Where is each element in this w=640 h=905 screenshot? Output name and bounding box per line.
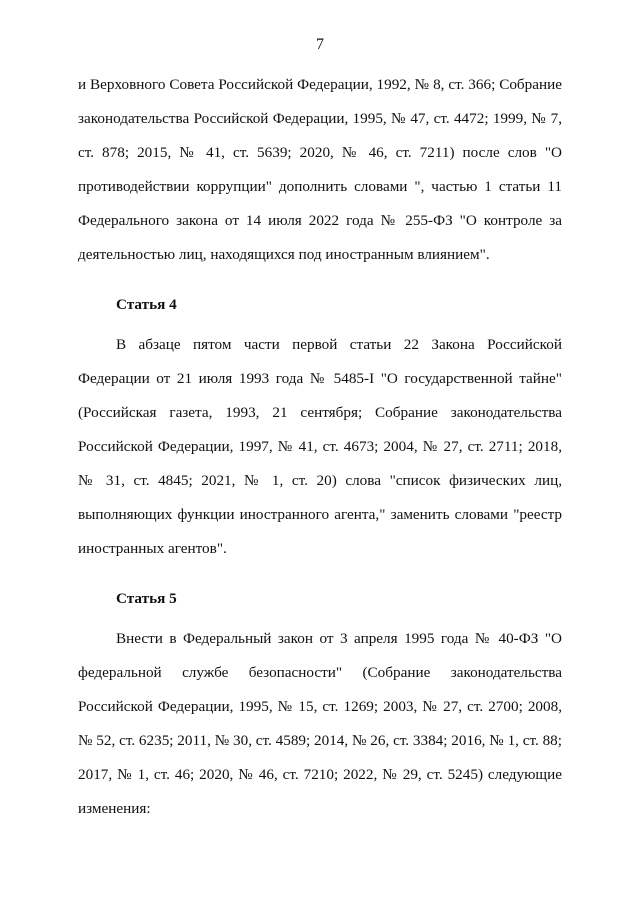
page-number: 7 bbox=[316, 36, 324, 53]
article-5-paragraph: Внести в Федеральный закон от 3 апреля 1995 года № 40-ФЗ "О федеральной службе безопасности" (Собрание законодательства Российской Федерации, 1995, № 15, ст. 1269; 2003, № 27, ст. 2700; 2008, № 52, ст. 6235; 2011, № 30, ст. 4589; 2014, № 26, ст. 3384; 2016, № 1, ст. 88; 2017, № 1, ст. 46; 2020, № 46, ст. 7210; 2022, № 29, ст. 5245) следующие изменения: bbox=[78, 630, 562, 817]
article-5-heading: Статья 5 bbox=[116, 590, 177, 607]
spacer bbox=[78, 566, 562, 582]
document-body bbox=[78, 68, 562, 826]
spacer bbox=[78, 272, 562, 288]
article-4-heading: Статья 4 bbox=[116, 296, 177, 313]
article-4-paragraph: В абзаце пятом части первой статьи 22 Закона Российской Федерации от 21 июля 1993 года № 5485-I "О государственной тайне" (Российская газета, 1993, 21 сентября; Собрание законодательства Российской Федерации, 1997, № 41, ст. 4673; 2004, № 27, ст. 2711; 2018, № 31, ст. 4845; 2021, № 1, ст. 20) слова "список физических лиц, выполняющих функции иностранного агента," заменить словами "реестр иностранных агентов". bbox=[78, 336, 562, 557]
paragraph-continuation: и Верховного Совета Российской Федерации, 1992, № 8, ст. 366; Собрание законодательства Российской Федерации, 1995, № 47, ст. 4472; 1999, № 7, ст. 878; 2015, № 41, ст. 5639; 2020, № 46, ст. 7211) после слов "О противодействии коррупции" дополнить словами ", частью 1 статьи 11 Федерального закона от 14 июля 2022 года № 255-ФЗ "О контроле за деятельностью лиц, находящихся под иностранным влиянием". bbox=[78, 76, 562, 263]
